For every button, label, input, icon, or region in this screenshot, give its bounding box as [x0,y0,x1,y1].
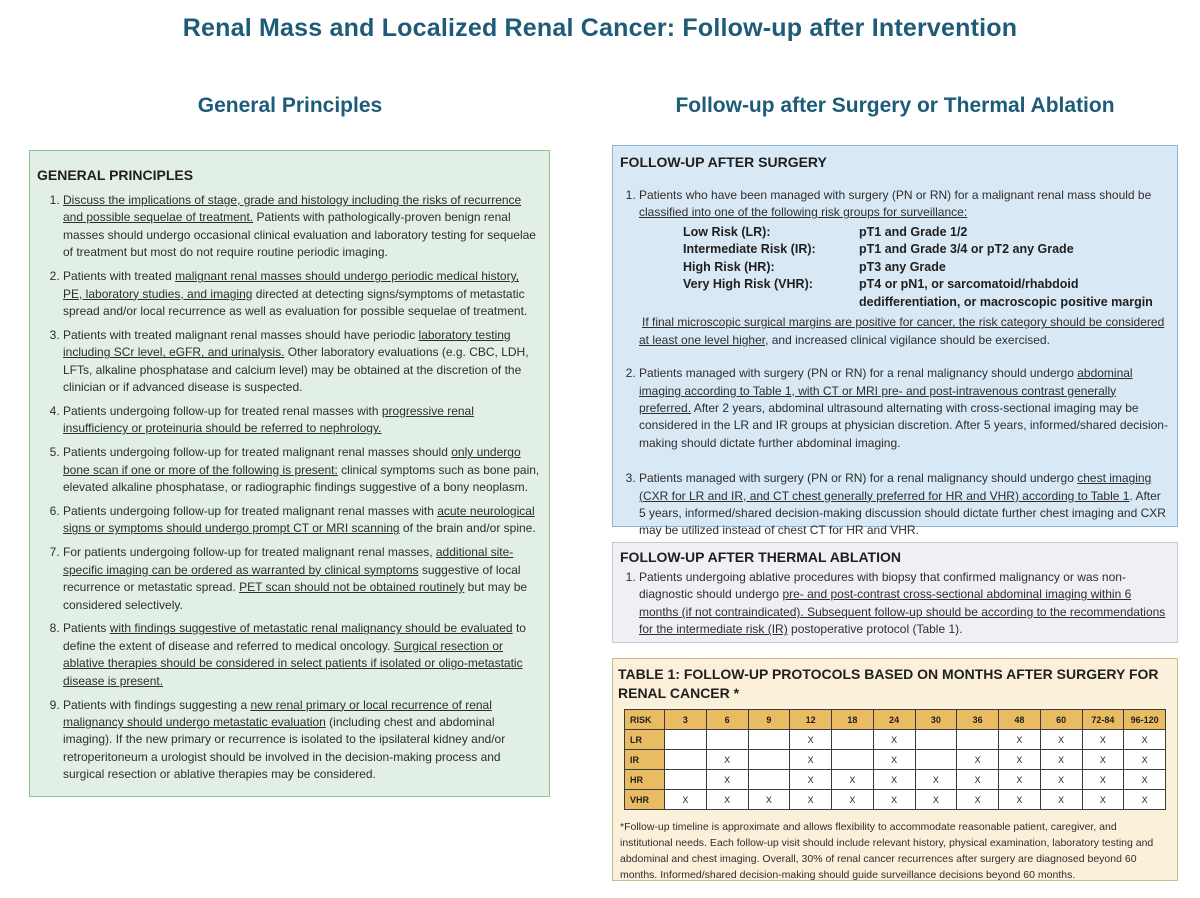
table-cell: X [957,790,999,810]
table-header-month: 60 [1040,710,1082,730]
table-cell: X [915,770,957,790]
table-header-row [625,710,1166,730]
risk-group-row [683,241,1169,259]
principle-emphasis: only undergo bone scan if one or more of the following is present: [63,445,521,477]
table-risk-label: LR [625,730,665,750]
principle-text: but may be considered selectively. [63,580,528,612]
principle-item [63,403,541,438]
table-header-month: 6 [706,710,748,730]
risk-group-row [683,259,1169,277]
table-cell [915,750,957,770]
principle-text: to define the extent of disease and referred to medical oncology. [63,621,526,653]
table-cell: X [1082,750,1124,770]
follow-up-surgery-heading: FOLLOW-UP AFTER SURGERY [620,154,827,170]
principle-emphasis: acute neurological signs or symptoms should undergo prompt CT or MRI scanning [63,504,535,536]
risk-group-label: Low Risk (LR): [683,224,771,239]
table-header-month: 18 [832,710,874,730]
table-cell: X [957,750,999,770]
table-header-month: 9 [748,710,790,730]
surgery-text: Patients managed with surgery (PN or RN) for a renal malignancy should undergo [639,366,1078,381]
table-cell [832,750,874,770]
risk-group-value: pT1 and Grade 3/4 or pT2 any Grade [859,242,1074,257]
surgery-emphasis: If final microscopic surgical margins are positive for cancer, the risk category should be considered at least one level higher, [639,315,1165,347]
table1-footnote: *Follow-up timeline is approximate and allows flexibility to accommodate reasonable patient, caregiver, and institutional needs. Each follow-up visit should include relevant history, physical examination, laboratory testing and abdominal and chest imaging. Overall, 30% of renal cancer recurrences after surgery are diagnosed beyond 60 months. Informed/shared decision-making should guide surveillance decisions beyond 60 months. [620,821,1154,881]
surgery-text: Patients who have been managed with surgery (PN or RN) for a malignant renal mass should be [639,188,1152,202]
table-cell [706,730,748,750]
principle-text: Patients with pathologically-proven benign renal masses should undergo occasional clinical evaluation and laboratory testing for sequelae of treatment but most do not require routine periodic imaging. [63,210,536,260]
table-header-month: 48 [999,710,1041,730]
principle-emphasis: progressive renal insufficiency or proteinuria should be referred to nephrology. [63,403,474,436]
table-cell: X [1040,750,1082,770]
principle-text: suggestive of local recurrence or metastatic spread. [63,562,521,595]
principle-item [63,268,541,320]
table-risk-label: HR [625,770,665,790]
table-row [625,790,1166,810]
surgery-item [639,187,1169,349]
surgery-text: . After 5 years, informed/shared decision-making discussion should dictate further chest imaging and CXR may be utilized instead of chest CT for HR and VHR. [639,488,1166,538]
principle-emphasis: additional site-specific imaging can be ordered as warranted by clinical symptoms [63,545,514,577]
risk-group-row [683,276,1169,311]
principle-text: of the brain and/or spine. [399,521,536,536]
principle-emphasis: PET scan should not be obtained routinely [239,580,465,595]
principle-item [63,697,541,784]
principle-text: Other laboratory evaluations (e.g. CBC, LDH, LFTs, alkaline phosphatase and calcium level) may be obtained at the discretion of the clinician or if advanced disease is suspected. [63,345,529,395]
table-cell: X [1040,790,1082,810]
table-header-month: 24 [873,710,915,730]
table-cell: X [832,790,874,810]
principle-text: Patients undergoing follow-up for treated malignant renal masses with [63,504,438,518]
surgery-text: After 2 years, abdominal ultrasound alternating with cross-sectional imaging may be considered in the LR and IR groups at physician discretion. After 5 years, informed/shared decision-making should dictate further abdominal imaging. [639,400,1168,450]
principle-text: clinical symptoms such as bone pain, elevated alkaline phosphatase, or radiographic findings suggestive of a bony neoplasm. [63,462,540,495]
table-header-month: 72-84 [1082,710,1124,730]
table-cell: X [1124,770,1166,790]
table-row [625,730,1166,750]
follow-up-surgery-box [612,145,1178,538]
table-cell [957,730,999,750]
table-cell: X [665,790,707,810]
table-cell: X [915,790,957,810]
table-cell: X [706,750,748,770]
principle-emphasis: new renal primary or local recurrence of renal malignancy should undergo metastatic evaluation [63,697,492,729]
follow-up-title: Follow-up after Surgery or Thermal Ablation [675,94,1115,117]
table-header-month: 3 [665,710,707,730]
principle-item [63,620,541,690]
principle-text: Patients with treated malignant renal masses should have periodic [63,327,419,342]
table-cell: X [873,750,915,770]
principle-text: Patients with treated [63,269,176,284]
table-header-month: 96-120 [1124,710,1166,730]
table-cell: X [1124,790,1166,810]
ablation-text: Patients undergoing ablative procedures with biopsy that confirmed malignancy or was non-diagnostic should undergo [639,570,1126,602]
table-cell: X [790,750,832,770]
risk-group-label: Intermediate Risk (IR): [683,242,816,257]
table-cell: X [999,750,1041,770]
table-cell: X [957,770,999,790]
general-principles-list [37,192,541,784]
principle-item [63,444,541,496]
principle-text: (including chest and abdominal imaging). If the new primary or recurrence is isolated to the ipsilateral kidney and/or retroperitoneum a urologist should be involved in the decision-making process and surgical resection or ablative therapies may be considered. [63,714,506,782]
table-cell [915,730,957,750]
risk-groups-table [683,224,1169,312]
table-cell: X [873,730,915,750]
table-cell: X [790,770,832,790]
table-cell [748,730,790,750]
table-cell: X [999,790,1041,810]
table1-box [612,658,1178,881]
surgery-text: and increased clinical vigilance should be exercised. [768,332,1050,347]
principle-text: Patients [63,621,110,636]
principle-text: Patients undergoing follow-up for treated malignant renal masses should [63,445,452,460]
risk-group-label: High Risk (HR): [683,259,775,274]
table-cell: X [706,790,748,810]
table-row [625,750,1166,770]
table-cell: X [1082,790,1124,810]
follow-up-ablation-box [612,542,1178,643]
table-cell: X [706,770,748,790]
surgery-emphasis: chest imaging (CXR for LR and IR, and CT chest generally preferred for HR and VHR) according to Table 1 [639,471,1152,503]
ablation-item [639,569,1169,639]
general-principles-heading: GENERAL PRINCIPLES [37,167,194,183]
table-cell [665,750,707,770]
table-cell: X [999,730,1041,750]
surgery-item [639,365,1169,452]
general-principles-box [29,150,550,797]
risk-group-value: pT4 or pN1, or sarcomatoid/rhabdoid dedifferentiation, or macroscopic positive margin [859,277,1153,309]
principle-emphasis: with findings suggestive of metastatic renal malignancy should be evaluated [109,621,513,636]
table-cell: X [873,790,915,810]
table-header-month: 12 [790,710,832,730]
table-cell [665,770,707,790]
principle-text: directed at detecting signs/symptoms of metastatic spread and/or local recurrence as well as evaluation for possible sequelae of treatment. [63,286,528,318]
principle-emphasis: Discuss the implications of stage, grade and histology including the risks of recurrence and possible sequelae of treatment. [63,193,522,225]
principle-text: For patients undergoing follow-up for treated malignant renal masses, [63,545,436,560]
table-cell: X [832,770,874,790]
table-header-risk: RISK [625,710,665,730]
page-title: Renal Mass and Localized Renal Cancer: Follow-up after Intervention [182,14,1018,42]
table-cell: X [790,790,832,810]
surgery-emphasis: abdominal imaging according to Table 1, with CT or MRI pre- and post-intravenous contrast generally preferred. [639,366,1133,415]
table-cell [665,730,707,750]
table-cell: X [1040,770,1082,790]
risk-group-row [683,224,1169,242]
table-cell: X [1082,730,1124,750]
table-cell [748,750,790,770]
table-cell [748,770,790,790]
table-cell: X [748,790,790,810]
principle-item [63,192,541,262]
follow-up-ablation-heading: FOLLOW-UP AFTER THERMAL ABLATION [620,549,901,565]
ablation-text: postoperative protocol (Table 1). [787,622,963,637]
follow-up-surgery-list [620,187,1169,540]
principle-text: Patients with findings suggesting a [63,697,251,712]
surgery-text: Patients managed with surgery (PN or RN) for a renal malignancy should undergo [639,471,1078,486]
surgery-item [639,470,1169,540]
principle-emphasis: malignant renal masses should undergo periodic medical history, PE, laboratory studies, and imaging [63,269,520,301]
table-cell: X [999,770,1041,790]
principle-emphasis: Surgical resection or ablative therapies should be considered in select patients if isolated or oligo-metastatic disease is present. [63,638,523,688]
table-header-month: 30 [915,710,957,730]
table-risk-label: IR [625,750,665,770]
table1-heading: TABLE 1: FOLLOW-UP PROTOCOLS BASED ON MONTHS AFTER SURGERY FOR RENAL CANCER * [618,666,1159,701]
table-header-month: 36 [957,710,999,730]
table-cell: X [873,770,915,790]
risk-group-value: pT1 and Grade 1/2 [859,224,968,239]
principle-item [63,503,541,538]
table-row [625,770,1166,790]
risk-group-label: Very High Risk (VHR): [683,277,813,292]
principle-text: Patients undergoing follow-up for treated renal masses with [63,403,382,418]
ablation-emphasis: pre- and post-contrast cross-sectional abdominal imaging within 6 months (if not contraindicated). Subsequent follow-up should be according to the recommendations for the intermediate risk (IR) [639,587,1166,637]
table-cell: X [1124,750,1166,770]
risk-group-value: pT3 any Grade [859,259,946,274]
principle-item [63,327,541,397]
general-principles-title: General Principles [197,94,383,117]
surgery-emphasis: classified into one of the following risk groups for surveillance: [639,205,968,220]
follow-up-protocol-table [624,709,1166,810]
table-cell: X [1124,730,1166,750]
table-cell: X [1040,730,1082,750]
follow-up-ablation-list [620,569,1169,639]
table-cell [832,730,874,750]
table-risk-label: VHR [625,790,665,810]
table-cell: X [790,730,832,750]
principle-item [63,544,541,614]
principle-emphasis: laboratory testing including SCr level, eGFR, and urinalysis. [63,327,511,360]
table-cell: X [1082,770,1124,790]
